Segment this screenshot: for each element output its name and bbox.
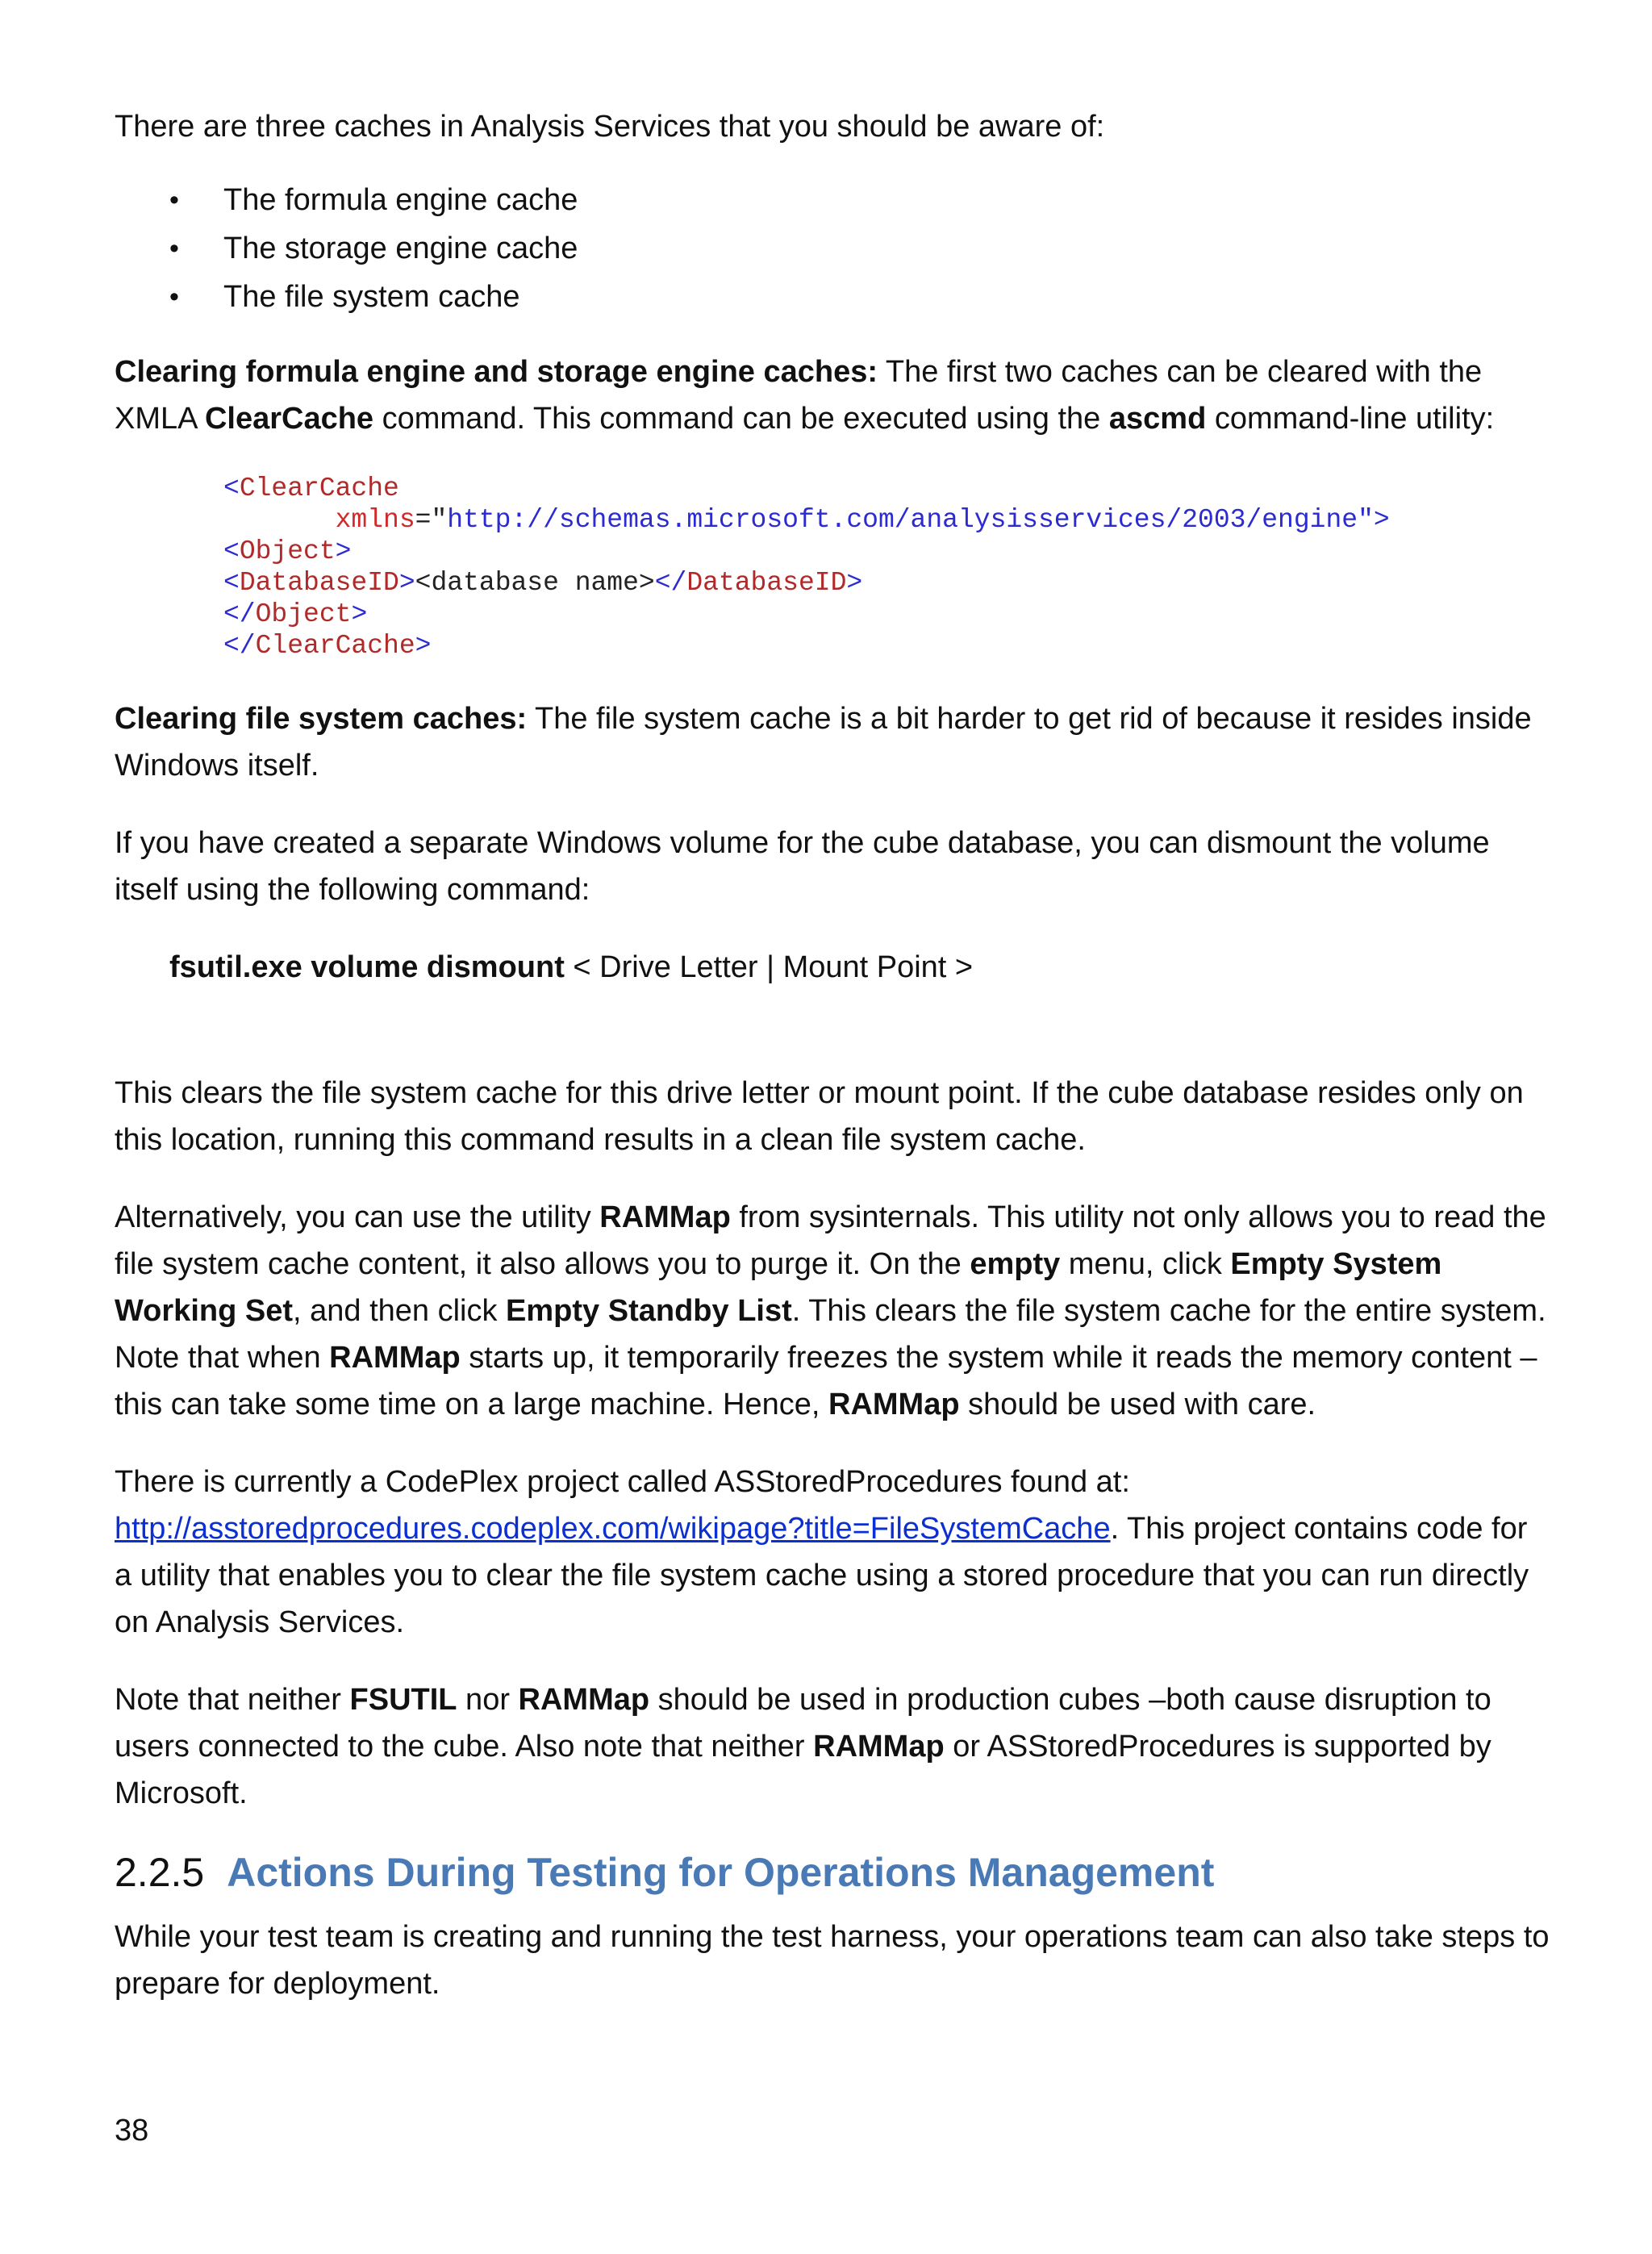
clear-fs-caches-paragraph: Clearing file system caches: The file system cache is a bit harder to get rid of because it resides inside Windows itself. (115, 702, 1532, 783)
code-line: </ClearCache> (223, 631, 432, 661)
fsutil-command: fsutil.exe volume dismount < Drive Letter | Mount Point > (169, 950, 974, 984)
section-title: Actions During Testing for Operations Management (227, 1850, 1215, 1895)
clear-engine-caches-heading: Clearing formula engine and storage engine caches: (115, 355, 878, 389)
code-line: <DatabaseID><database name></DatabaseID> (223, 568, 863, 598)
list-item: • The file system cache (115, 273, 1550, 321)
note-paragraph: Note that neither FSUTIL nor RAMMap should be used in production cubes –both cause disruption to users connected to the cube. Also note that neither RAMMap or ASStoredProcedures is supported by Microsoft. (115, 1683, 1491, 1810)
xmla-code-block (223, 473, 1550, 662)
document-page (115, 103, 1550, 2038)
bullet-icon: • (169, 282, 179, 312)
codeplex-paragraph: There is currently a CodePlex project called ASStoredProcedures found at: http://asstoredprocedures.codeplex.com/wikipage?title=FileSystemCache. This project contains code for a utility that enables you to clear the file system cache using a stored procedure that you can run directly on Analysis Services. (115, 1465, 1529, 1639)
clear-engine-caches-paragraph: Clearing formula engine and storage engine caches: The first two caches can be cleared with the XMLA ClearCache command. This command can be executed using the ascmd command-line utility: (115, 355, 1495, 436)
list-item: • The formula engine cache (115, 176, 1550, 224)
code-line: <ClearCache (223, 474, 399, 503)
dismount-intro-paragraph: If you have created a separate Windows volume for the cube database, you can dismount the volume itself using the following command: (115, 826, 1490, 907)
intro-paragraph: There are three caches in Analysis Services that you should be aware of: (115, 110, 1105, 144)
rammap-paragraph: Alternatively, you can use the utility RAMMap from sysinternals. This utility not only allows you to read the file system cache content, it also allows you to purge it. On the empty menu, click Empty System Working Set, and then click Empty Standby List. This clears the file system cache for the entire system. Note that when RAMMap starts up, it temporarily freezes the system while it reads the memory content – this can take some time on a large machine. Hence, RAMMap should be used with care. (115, 1200, 1546, 1421)
section-number: 2.2.5 (115, 1850, 205, 1895)
page-number: 38 (115, 2114, 149, 2148)
cache-list (115, 176, 1550, 321)
bullet-icon: • (169, 185, 179, 215)
code-line: xmlns="http://schemas.microsoft.com/analysisservices/2003/engine"> (335, 505, 1390, 535)
clears-paragraph: This clears the file system cache for this drive letter or mount point. If the cube database resides only on this location, running this command results in a clean file system cache. (115, 1076, 1524, 1157)
section-heading (115, 1847, 1550, 1897)
code-line: <Object> (223, 536, 352, 566)
list-item: • The storage engine cache (115, 224, 1550, 273)
section-paragraph: While your test team is creating and running the test harness, your operations team can also take steps to prepare for deployment. (115, 1920, 1550, 2001)
code-line: </Object> (223, 599, 368, 629)
codeplex-link[interactable]: http://asstoredprocedures.codeplex.com/wikipage?title=FileSystemCache (115, 1512, 1111, 1546)
bullet-icon: • (169, 233, 179, 264)
clear-fs-caches-heading: Clearing file system caches: (115, 702, 528, 736)
